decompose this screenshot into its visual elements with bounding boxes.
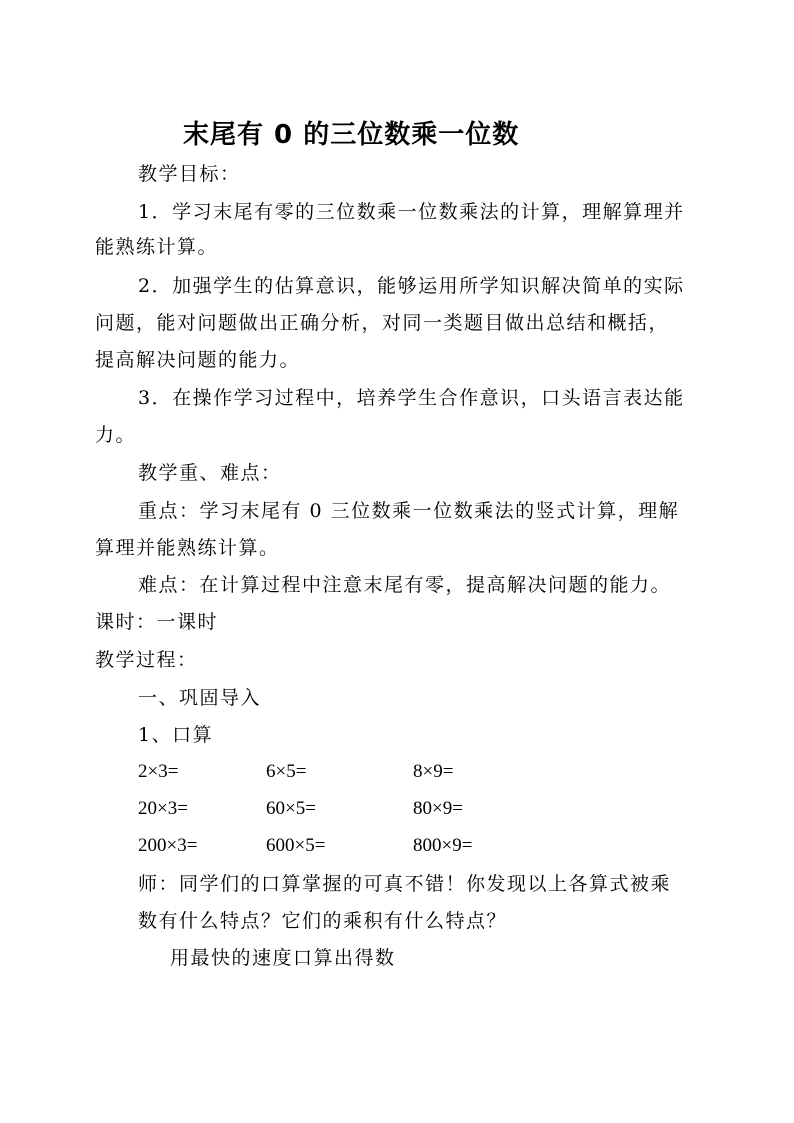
equation: 20×3= (138, 798, 188, 819)
key-heading: 教学重、难点： (138, 462, 282, 484)
equation: 60×5= (266, 798, 316, 819)
goal-1-line-1: 1．学习末尾有零的三位数乘一位数乘法的计算，理解算理并 (138, 201, 685, 223)
goal-3-line-2: 力。 (95, 424, 137, 446)
equation: 2×3= (138, 761, 179, 782)
teacher-line-1: 师：同学们的口算掌握的可真不错！你发现以上各算式被乘 (138, 873, 672, 895)
goals-heading: 教学目标： (138, 163, 241, 185)
equation: 200×3= (138, 835, 198, 856)
key-point-line-2: 算理并能熟练计算。 (95, 537, 280, 559)
equation: 8×9= (413, 761, 454, 782)
goal-2-line-3: 提高解决问题的能力。 (95, 349, 301, 371)
goal-2-line-1: 2．加强学生的估算意识，能够运用所学知识解决简单的实际 (138, 275, 685, 297)
goal-3-line-1: 3．在操作学习过程中，培养学生合作意识，口头语言表达能 (138, 387, 685, 409)
class-time: 课时：一课时 (95, 611, 219, 633)
document-title: 末尾有 0 的三位数乘一位数 (183, 120, 520, 150)
difficulty: 难点：在计算过程中注意末尾有零，提高解决问题的能力。 (138, 574, 672, 596)
key-point-line-1: 重点：学习末尾有 0 三位数乘一位数乘法的竖式计算，理解 (138, 500, 680, 522)
equation: 80×9= (413, 798, 463, 819)
equation: 6×5= (266, 761, 307, 782)
goal-1-line-2: 能熟练计算。 (95, 236, 219, 258)
section-1-heading: 一、巩固导入 (138, 687, 262, 709)
equation: 800×9= (413, 835, 473, 856)
goal-2-line-2: 问题，能对问题做出正确分析，对同一类题目做出总结和概括， (95, 312, 670, 334)
oral-heading: 1、口算 (138, 724, 214, 746)
teacher-line-2: 数有什么特点？它们的乘积有什么特点？ (138, 910, 508, 932)
instruction: 用最快的速度口算出得数 (170, 947, 396, 969)
process-heading: 教学过程： (95, 649, 198, 671)
equation: 600×5= (266, 835, 326, 856)
